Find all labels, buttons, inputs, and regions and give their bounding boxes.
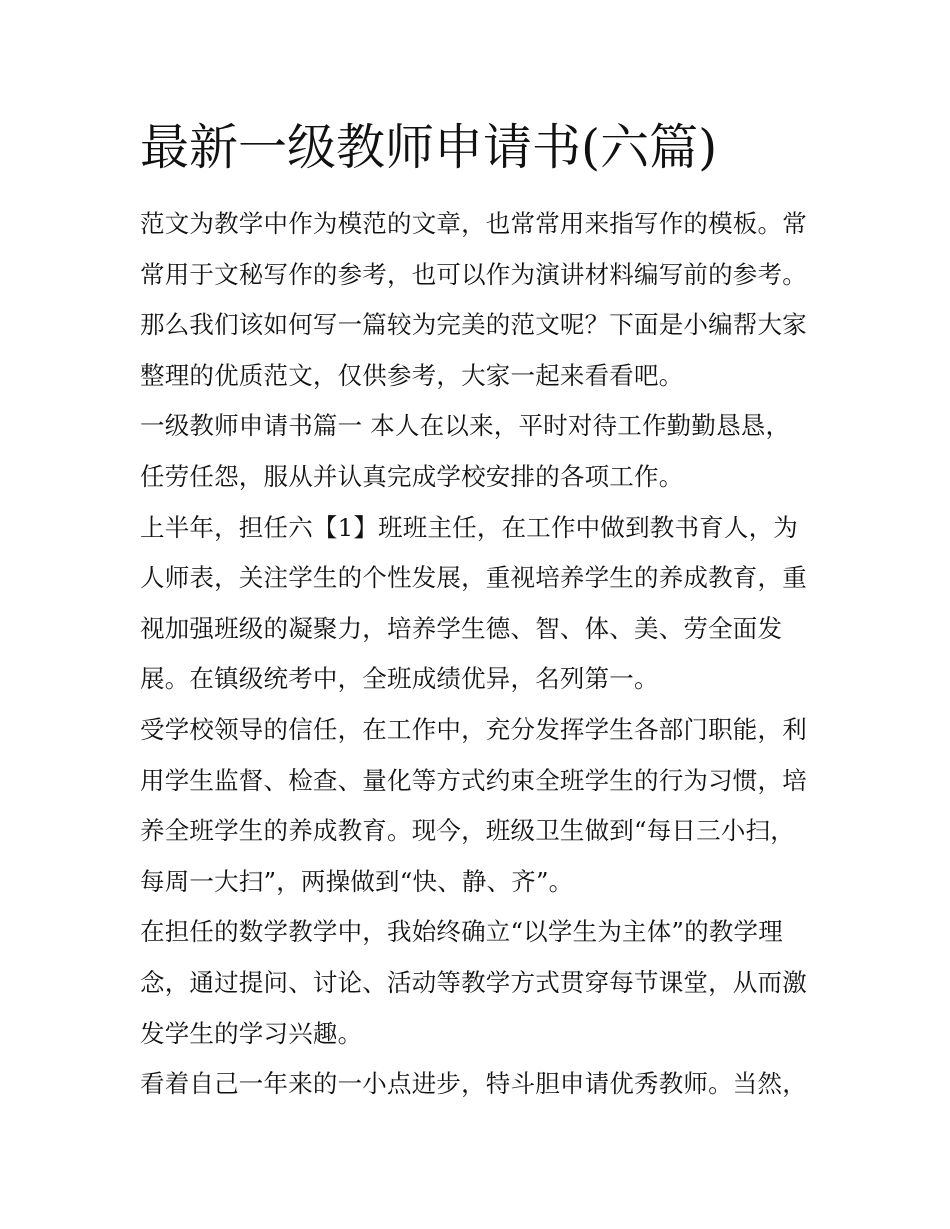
- text-line: 展。在镇级统考中，全班成绩优异，名列第一。: [140, 664, 659, 694]
- page-title: 最新一级教师申请书(六篇): [140, 119, 718, 176]
- text-line: 每周一大扫”，两操做到“快、静、齐”。: [140, 866, 574, 896]
- text-line: 上半年，担任六【1】班班主任，在工作中做到教书育人，为: [140, 512, 798, 542]
- text-line: 视加强班级的凝聚力，培养学生德、智、体、美、劳全面发: [140, 613, 783, 643]
- text-line: 范文为教学中作为模范的文章，也常常用来指写作的模板。常: [140, 209, 807, 238]
- text-line: 任劳任怨，服从并认真完成学校安排的各项工作。: [140, 461, 684, 491]
- text-line: 受学校领导的信任，在工作中，充分发挥学生各部门职能，利: [140, 714, 807, 744]
- text-line: 用学生监督、检查、量化等方式约束全班学生的行为习惯，培: [140, 765, 807, 795]
- text-line: 整理的优质范文，仅供参考，大家一起来看看吧。: [140, 360, 684, 390]
- text-line: 在担任的数学教学中，我始终确立“以学生为主体”的教学理: [140, 917, 783, 947]
- text-line: 常用于文秘写作的参考，也可以作为演讲材料编写前的参考。: [140, 259, 807, 289]
- text-line: 人师表，关注学生的个性发展，重视培养学生的养成教育，重: [140, 563, 807, 593]
- text-line: 发学生的学习兴趣。: [140, 1018, 363, 1048]
- text-line: 那么我们该如何写一篇较为完美的范文呢？下面是小编帮大家: [140, 310, 807, 340]
- document-body: [140, 199, 820, 1110]
- text-line: 养全班学生的养成教育。现今，班级卫生做到“每日三小扫，: [140, 816, 795, 846]
- text-line: 一级教师申请书篇一 本人在以来，平时对待工作勤勤恳恳，: [140, 411, 791, 441]
- text-line: 念，通过提问、讨论、活动等教学方式贯穿每节课堂，从而激: [140, 967, 807, 997]
- text-line: 看着自己一年来的一小点进步，特斗胆申请优秀教师。当然，: [140, 1069, 807, 1099]
